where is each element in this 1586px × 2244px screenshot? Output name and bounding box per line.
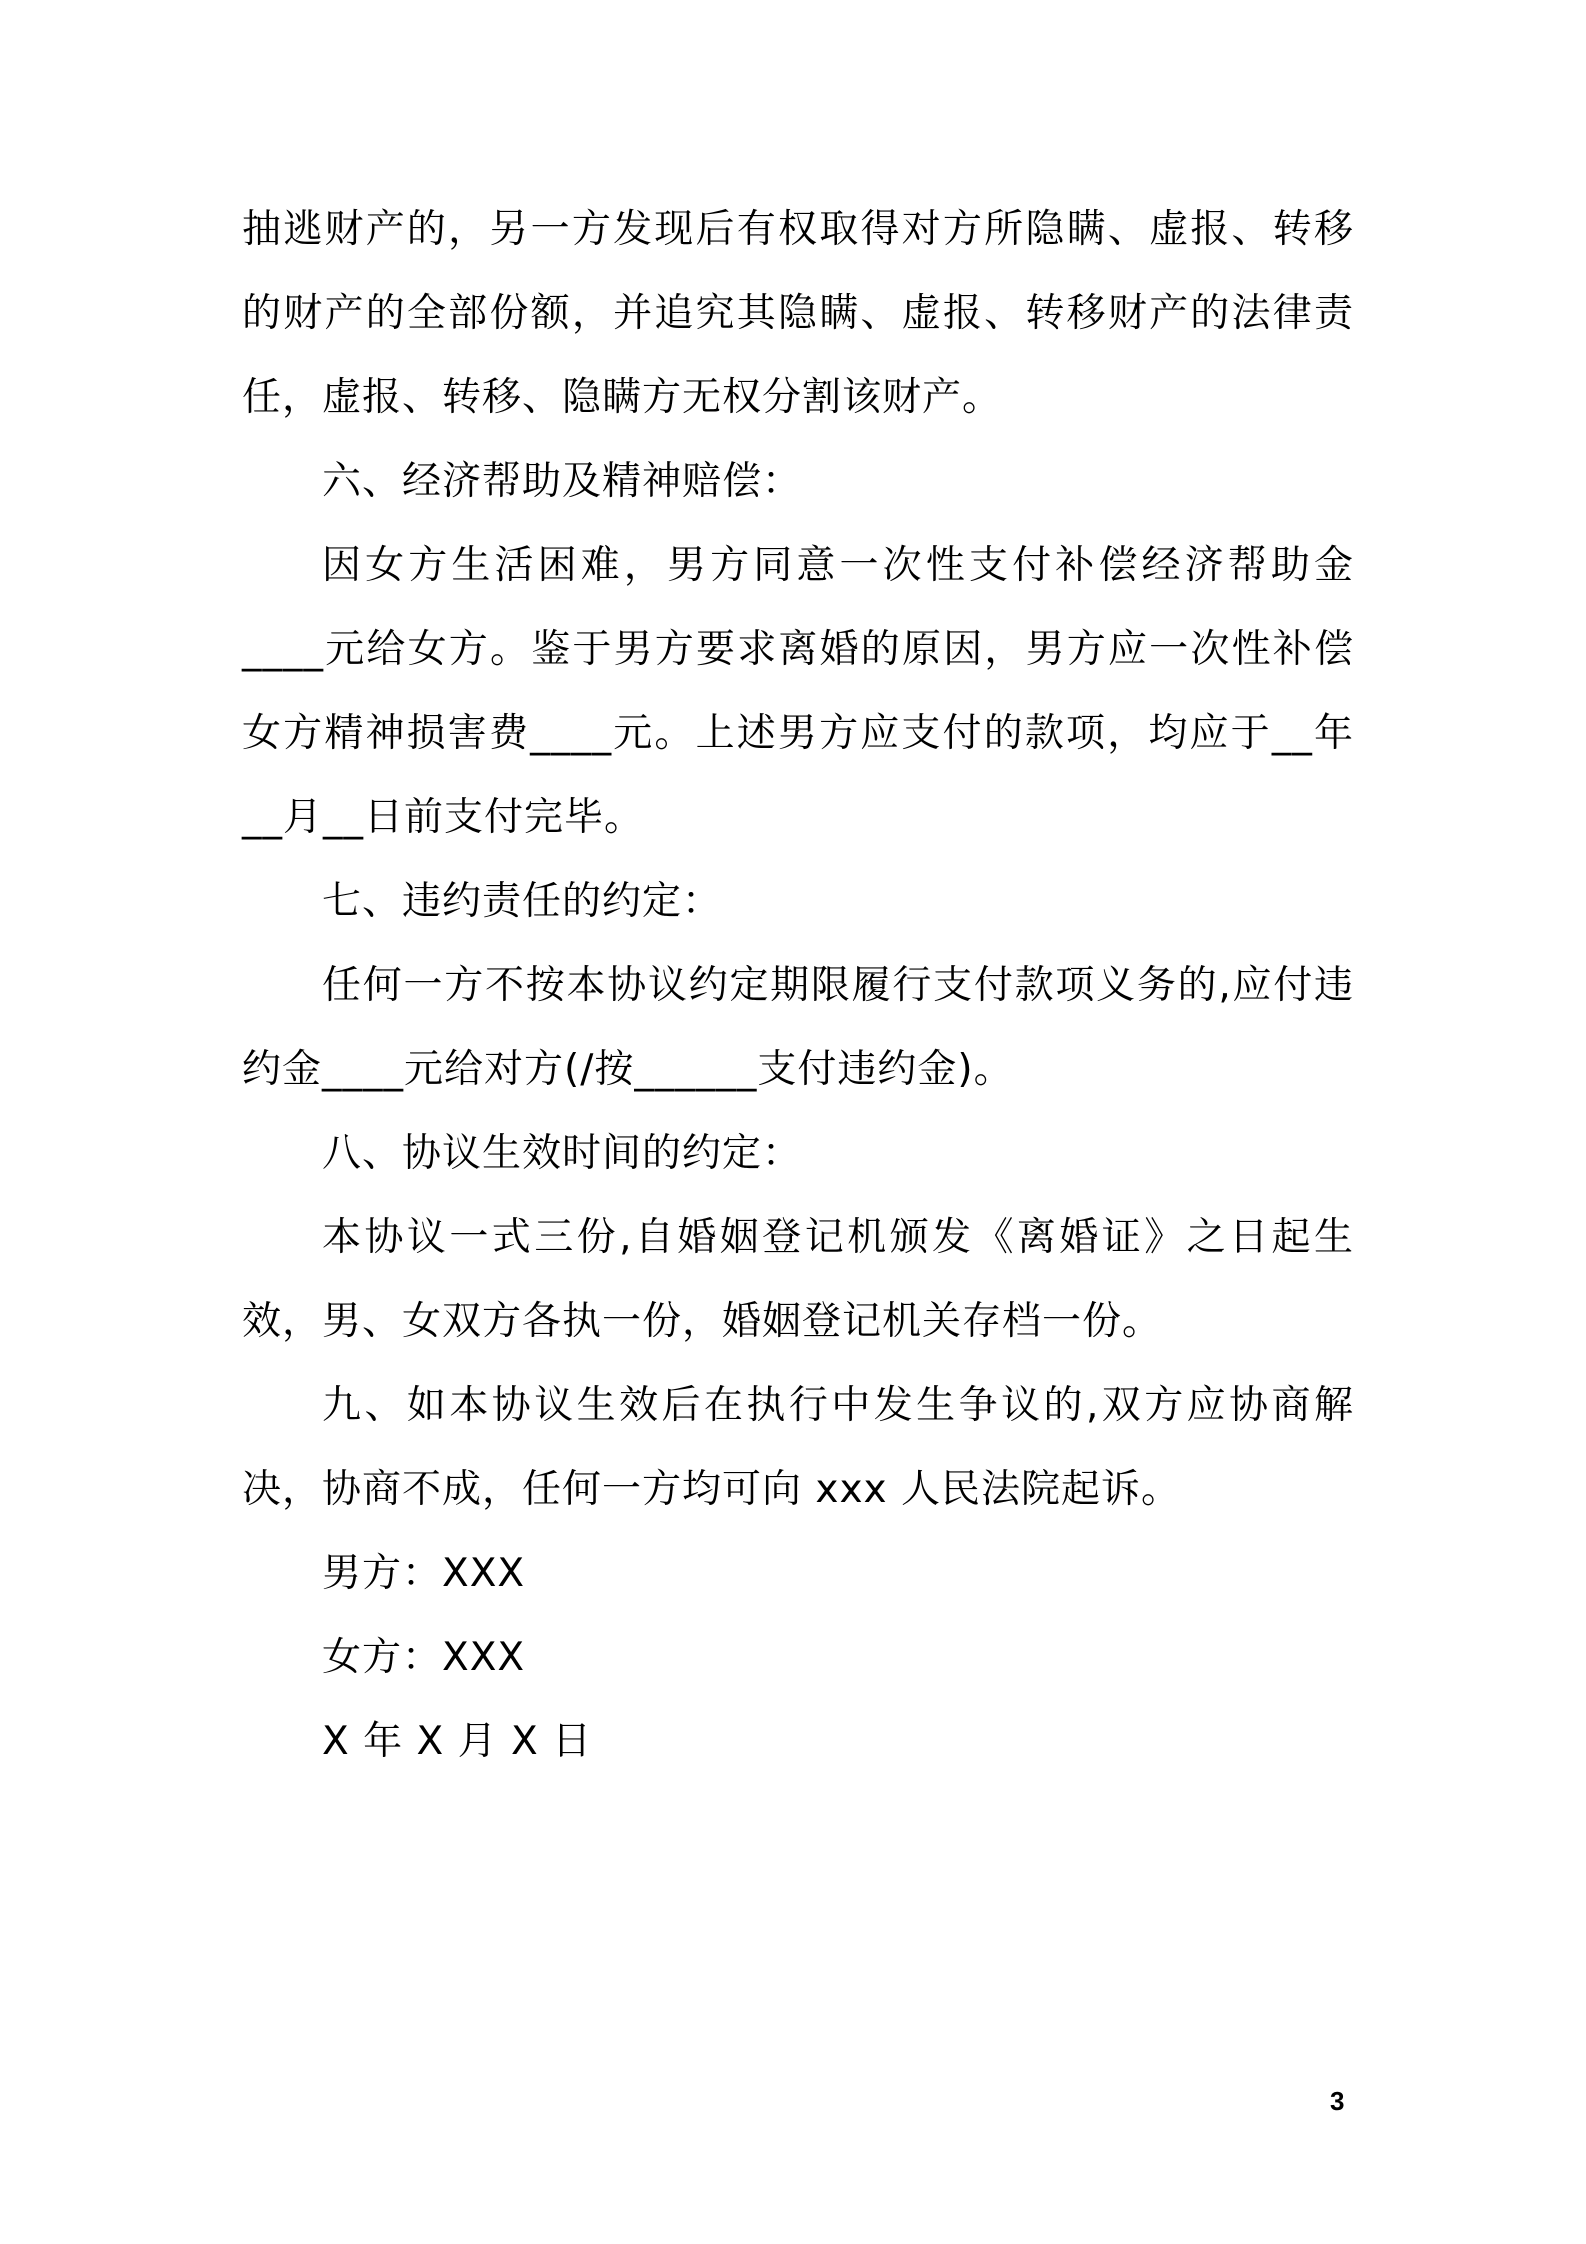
document-body — [242, 188, 1354, 1784]
paragraph-breach-liability: 任何一方不按本协议约定期限履行支付款项义务的,应付违约金____元给对方(/按______支付违约金)。 — [242, 963, 1354, 1092]
signature-date: X 年 X 月 X 日 — [322, 1719, 593, 1764]
paragraph-effective-time: 本协议一式三份,自婚姻登记机颁发《离婚证》之日起生效，男、女双方各执一份，婚姻登记机关存档一份。 — [242, 1215, 1354, 1344]
signature-male: 男方：XXX — [322, 1551, 526, 1596]
signature-female: 女方：XXX — [322, 1635, 526, 1680]
section-heading-eight: 八、协议生效时间的约定： — [322, 1131, 803, 1176]
paragraph-dispute-resolution: 九、如本协议生效后在执行中发生争议的,双方应协商解决，协商不成，任何一方均可向 xxx 人民法院起诉。 — [242, 1383, 1354, 1512]
paragraph-continuation: 抽逃财产的，另一方发现后有权取得对方所隐瞒、虚报、转移的财产的全部份额，并追究其隐瞒、虚报、转移财产的法律责任，虚报、转移、隐瞒方无权分割该财产。 — [242, 207, 1354, 420]
section-heading-six: 六、经济帮助及精神赔偿： — [322, 459, 803, 504]
paragraph-economic-help: 因女方生活困难，男方同意一次性支付补偿经济帮助金____元给女方。鉴于男方要求离婚的原因，男方应一次性补偿女方精神损害费____元。上述男方应支付的款项，均应于__年__月__日前支付完毕。 — [242, 543, 1354, 840]
page-number: 3 — [1330, 2086, 1345, 2116]
section-heading-seven: 七、违约责任的约定： — [322, 879, 723, 924]
